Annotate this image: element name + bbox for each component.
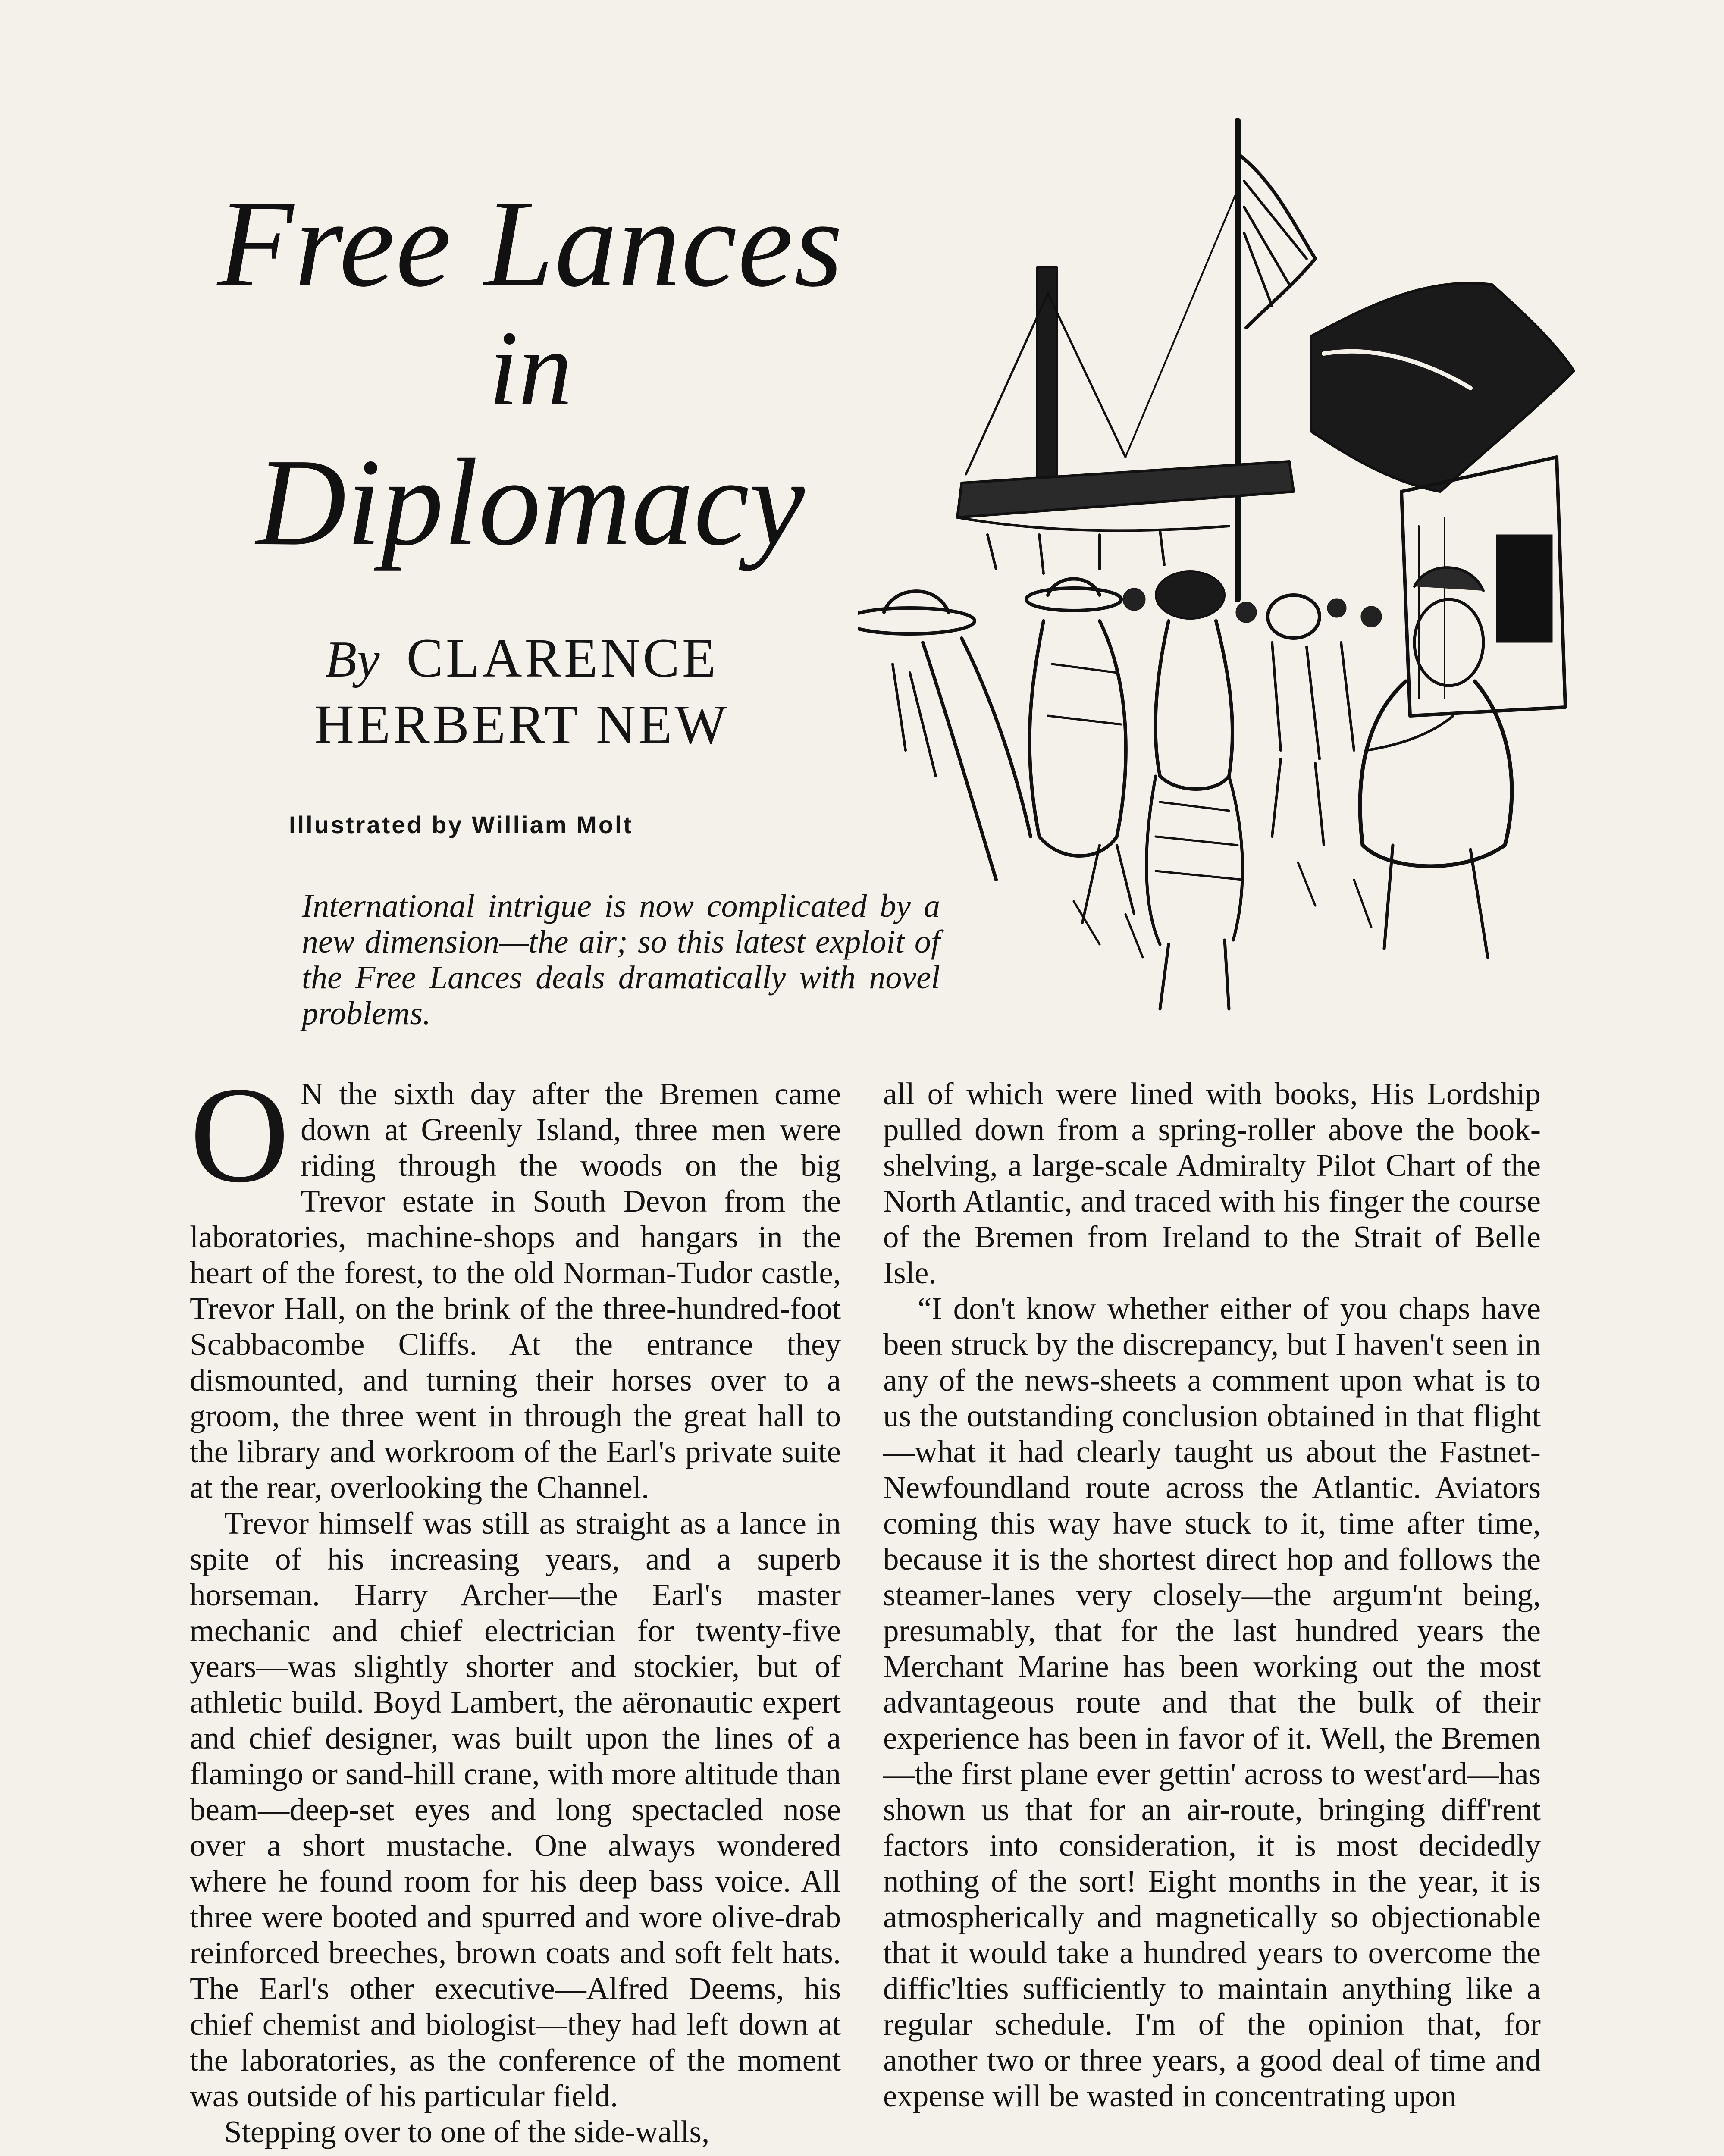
illustrator-credit: Illustrated by William Molt [289, 811, 633, 838]
crowd-at-airfield-illustration [858, 103, 1600, 1035]
byline-by: By [325, 630, 380, 688]
author-byline [241, 625, 802, 758]
title-line-1: Free Lances [217, 174, 844, 313]
body-paragraph: “I don't know whether either of you chaps have been struck by the discrepancy, but I haven't seen in any of the news-sheets a comment upon what is to us the outstanding conclusion obtained in that flight—what it had clearly taught us about the Fastnet-Newfoundland route across the Atlantic. Aviators coming this way have stuck to it, time after time, because it is the shortest direct hop and follows the steamer-lanes very closely—the argum'nt being, presumably, that for the last hundred years the Merchant Marine has been working out the most advantageous route and that the bulk of their experience has been in favor of it. Well, the Bremen—the first plane ever gettin' across to west'ard—has shown us that for an air-route, bringing diff'rent factors into consideration, it is most decidedly nothing of the sort! Eight months in the year, it is atmospherically and magnetically so objectionable that it would take a hundred years to overcome the diffic'lties sufficiently to maintain anything like a regular schedule. I'm of the opinion that, for another two or three years, a good deal of time and expense will be wasted in concentrating upon [883, 1291, 1541, 2113]
title-line-2: in [488, 309, 573, 428]
body-column-right [883, 1076, 1541, 2114]
body-paragraph: Stepping over to one of the side-walls, [224, 2114, 710, 2149]
drop-cap: O [190, 1059, 290, 1211]
body-column-left [190, 1059, 841, 2150]
story-blurb: International intrigue is now complicated by a new dimension—the air; so this latest exploit of the Free Lances deals dramatically with novel problems. [302, 888, 940, 1031]
title-line-3: Diplomacy [256, 433, 805, 571]
story-title [185, 174, 875, 571]
body-paragraph: Trevor himself was still as straight as a lance in spite of his increasing years, and a superb horseman. Harry Archer—the Earl's master mechanic and chief electrician for twenty-five years—was slightly shorter and stockier, but of athletic build. Boyd Lambert, the aëronautic expert and chief designer, was built upon the lines of a flamingo or sand-hill crane, with more altitude than beam—deep-set eyes and long spectacled nose over a short mustache. One always wondered where he found room for his deep bass voice. All three were booted and spurred and wore olive-drab reinforced breeches, brown coats and soft felt hats. The Earl's other executive—Alfred Deems, his chief chemist and biologist—they had left down at the laboratories, as the conference of the moment was outside of his particular field. [190, 1506, 841, 2113]
body-paragraph: all of which were lined with books, His Lordship pulled down from a spring-roller above the book-shelving, a large-scale Admiralty Pilot Chart of the North Atlantic, and traced with his finger the course of the Bremen from Ireland to the Strait of Belle Isle. [883, 1076, 1541, 1290]
author-name-line-1: CLARENCE [406, 627, 719, 689]
body-paragraph [190, 1059, 841, 1505]
author-name-line-2: HERBERT NEW [314, 693, 730, 755]
paragraph-text: N the sixth day after the Bremen came down at Greenly Island, three men were riding through the woods on the big Trevor estate in South Devon from the laboratories, machine-shops and hangars in the heart of the forest, to the old Norman-Tudor castle, Trevor Hall, on the brink of the three-hundred-foot Scabbacombe Cliffs. At the entrance they dismounted, and turning their horses over to a groom, the three went in through the great hall to the library and workroom of the Earl's private suite at the rear, overlooking the Channel. [190, 1076, 841, 1505]
